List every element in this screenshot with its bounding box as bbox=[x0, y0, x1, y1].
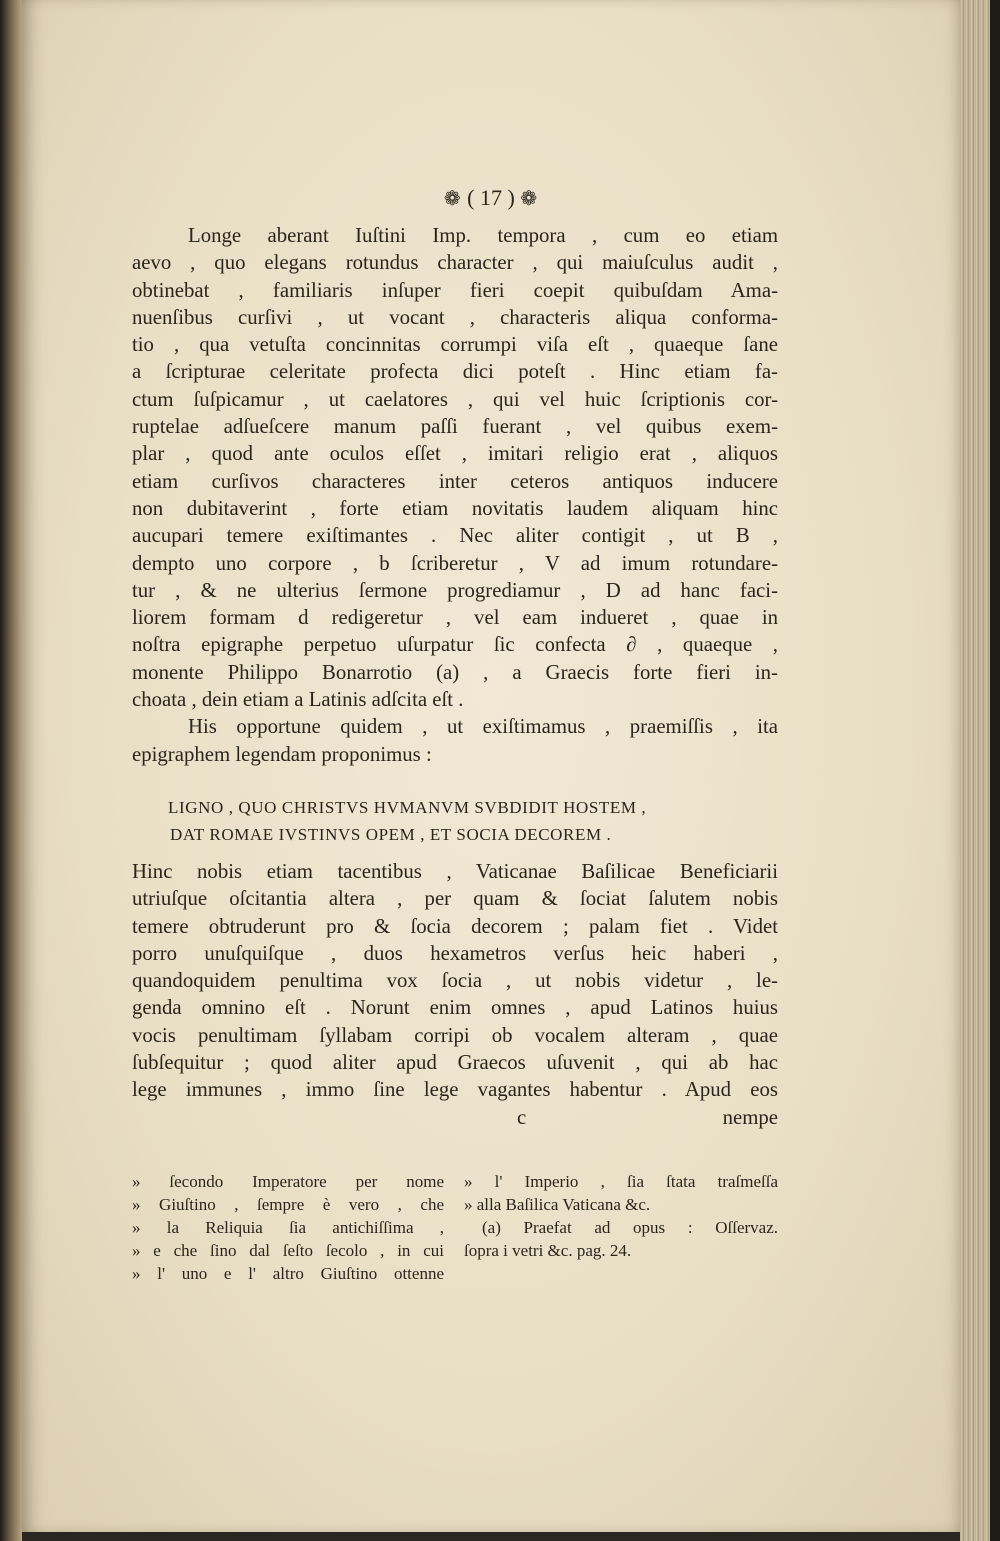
text-line: quandoquidem penultima vox ſocia , ut nobis videtur , le- bbox=[132, 969, 778, 993]
book-fore-edge bbox=[960, 0, 1000, 1541]
text-line: Longe aberant Iuſtini Imp. tempora , cum eo etiam bbox=[188, 224, 778, 247]
signature-line bbox=[132, 1104, 778, 1131]
text-line: porro unuſquiſque , duos hexametros verſus heic haberi , bbox=[132, 941, 778, 965]
text-line: ruptelae adſueſcere manum paſſi fuerant , vel quibus exem- bbox=[132, 415, 778, 439]
footnote-line: » alla Baſilica Vaticana &c. bbox=[464, 1195, 651, 1214]
text-line: dempto uno corpore , b ſcriberetur , V ad imum rotundare- bbox=[132, 551, 778, 575]
inscription-line: DAT ROMAE IVSTINVS OPEM , ET SOCIA DECOREM . bbox=[170, 825, 612, 845]
footnote-line: » e che ſino dal ſeſto ſecolo , in cui bbox=[132, 1241, 444, 1260]
text-line: Hinc nobis etiam tacentibus , Vaticanae Baſilicae Beneficiarii bbox=[132, 860, 778, 883]
text-line: genda omnino eſt . Norunt enim omnes , apud Latinos huius bbox=[132, 996, 778, 1020]
inscription-block bbox=[168, 794, 738, 849]
text-line: aucupari temere exiſtimantes . Nec aliter contigit , ut B , bbox=[132, 524, 778, 548]
text-line: His opportune quidem , ut exiſtimamus , praemiſſis , ita bbox=[188, 715, 778, 739]
footnote-column-right bbox=[464, 1170, 778, 1262]
ornament-left-icon: ❁ bbox=[443, 188, 462, 210]
text-line: a ſcripturae celeritate profecta dici poteſt . Hinc etiam fa- bbox=[132, 360, 778, 384]
footnote-line: ſopra i vetri &c. pag. 24. bbox=[464, 1241, 632, 1260]
book-gutter bbox=[0, 0, 22, 1541]
ornament-right-icon: ❁ bbox=[520, 188, 539, 210]
footnote-line: » la Reliquia ſia antichiſſima , bbox=[132, 1218, 444, 1237]
footnote-line: » l' uno e l' altro Giuſtino ottenne bbox=[132, 1264, 444, 1283]
text-line: monente Philippo Bonarrotio (a) , a Graecis forte fieri in- bbox=[132, 660, 778, 684]
text-line: etiam curſivos characteres inter ceteros antiquos inducere bbox=[132, 469, 778, 493]
text-line: vocis penultimam ſyllabam corripi ob vocalem alteram , quae bbox=[132, 1023, 778, 1047]
inscription-line: LIGNO , QUO CHRISTVS HVMANVM SVBDIDIT HOSTEM , bbox=[168, 798, 647, 817]
signature-mark: c bbox=[517, 1105, 527, 1129]
body-text-top bbox=[132, 222, 778, 768]
text-line: lege immunes , immo ſine lege vagantes habentur . Apud eos bbox=[132, 1078, 778, 1102]
footnote-line: » ſecondo Imperatore per nome bbox=[132, 1172, 444, 1191]
text-line: temere obtruderunt pro & ſocia decorem ; palam fiet . Videt bbox=[132, 914, 778, 938]
text-line: obtinebat , familiaris inſuper fieri coepit quibuſdam Ama- bbox=[132, 278, 778, 302]
footnote-line: (a) Praefat ad opus : Oſſervaz. bbox=[482, 1218, 778, 1237]
text-line: epigraphem legendam proponimus : bbox=[132, 742, 432, 766]
text-line: utriuſque oſcitantia altera , per quam & ſociat ſalutem nobis bbox=[132, 887, 778, 911]
footnote-line: » l' Imperio , ſia ſtata traſmeſſa bbox=[464, 1172, 778, 1191]
text-line: tur , & ne ulterius ſermone progrediamur , D ad hanc faci- bbox=[132, 578, 778, 602]
text-line: nuenſibus curſivi , ut vocant , characteris aliqua conforma- bbox=[132, 305, 778, 329]
page-header bbox=[22, 185, 960, 211]
text-line: noſtra epigraphe perpetuo uſurpatur ſic confecta ∂ , quaeque , bbox=[132, 633, 778, 657]
text-line: plar , quod ante oculos eſſet , imitari religio erat , aliquos bbox=[132, 442, 778, 466]
text-line: ſubſequitur ; quod aliter apud Graecos uſuvenit , qui ab hac bbox=[132, 1051, 778, 1075]
catchword: nempe bbox=[722, 1105, 778, 1129]
text-line: choata , dein etiam a Latinis adſcita eſt . bbox=[132, 688, 464, 712]
footnote-line: » Giuſtino , ſempre è vero , che bbox=[132, 1195, 444, 1214]
text-line: aevo , quo elegans rotundus character , qui maiuſculus audit , bbox=[132, 251, 778, 275]
footnote-column-left bbox=[132, 1170, 444, 1285]
book-page bbox=[22, 0, 960, 1532]
text-line: liorem formam d redigeretur , vel eam indueret , quae in bbox=[132, 606, 778, 630]
text-line: ctum ſuſpicamur , ut caelatores , qui vel huic ſcriptionis cor- bbox=[132, 387, 778, 411]
text-line: tio , qua vetuſta concinnitas corrumpi viſa eſt , quaeque ſane bbox=[132, 333, 778, 357]
body-text-bottom bbox=[132, 858, 778, 1131]
page-number: ( 17 ) bbox=[467, 185, 515, 210]
text-line: non dubitaverint , forte etiam novitatis laudem aliquam hinc bbox=[132, 496, 778, 520]
